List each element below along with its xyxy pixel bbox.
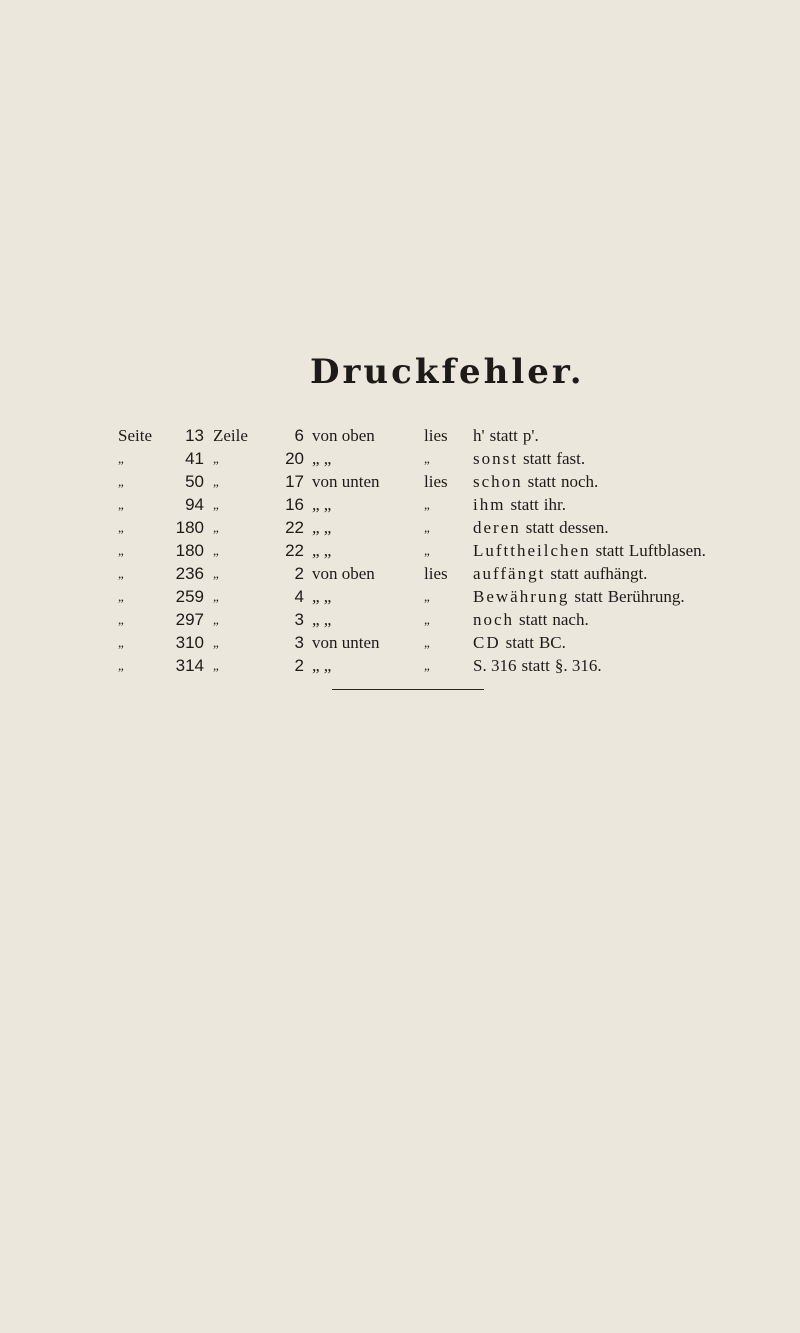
zeile-label: Zeile	[213, 426, 248, 445]
wrong-reading: nach.	[552, 610, 589, 629]
wrong-reading: fast.	[556, 449, 586, 468]
lies-label: lies	[424, 564, 448, 583]
statt-word: statt	[525, 518, 555, 537]
page-number: 50	[185, 472, 204, 491]
wrong-reading: noch.	[561, 472, 599, 491]
errata-row	[118, 585, 798, 608]
line-number: 22	[285, 541, 304, 560]
statt-word: statt	[521, 656, 550, 675]
lies-label: „	[424, 612, 431, 627]
zeile-label: „	[213, 566, 220, 581]
wrong-reading: aufhängt.	[583, 564, 648, 583]
errata-row	[118, 654, 798, 677]
line-reference: „ „	[312, 610, 332, 629]
correction	[473, 562, 647, 585]
lies-label: „	[424, 520, 431, 535]
errata-row	[118, 539, 798, 562]
zeile-label: „	[213, 635, 220, 650]
correct-reading: sonst	[473, 449, 518, 468]
lies-label: „	[424, 589, 431, 604]
line-number: 16	[285, 495, 304, 514]
seite-label: „	[118, 566, 125, 581]
correction	[473, 424, 539, 447]
correct-reading: Lufttheilchen	[473, 541, 591, 560]
zeile-label: „	[213, 543, 220, 558]
errata-row	[118, 424, 798, 447]
statt-word: statt	[489, 426, 518, 445]
statt-word: statt	[522, 449, 552, 468]
correct-reading: h'	[473, 426, 485, 445]
line-reference: von oben	[312, 426, 375, 445]
errata-row	[118, 470, 798, 493]
wrong-reading: ihr.	[543, 495, 566, 514]
wrong-reading: dessen.	[559, 518, 609, 537]
statt-word: statt	[595, 541, 624, 560]
errata-row	[118, 447, 798, 470]
seite-label: „	[118, 497, 125, 512]
zeile-label: „	[213, 520, 220, 535]
line-reference: „ „	[312, 495, 332, 514]
lies-label: „	[424, 543, 431, 558]
statt-word: statt	[550, 564, 579, 583]
page-number: 180	[175, 518, 204, 537]
wrong-reading: BC.	[538, 633, 566, 652]
correction	[473, 493, 566, 516]
line-number: 3	[294, 633, 304, 652]
page-number: 180	[175, 541, 204, 560]
wrong-reading: p'.	[522, 426, 539, 445]
correction	[473, 447, 585, 470]
zeile-label: „	[213, 589, 220, 604]
lies-label: „	[424, 497, 431, 512]
correction	[473, 631, 566, 654]
correction	[473, 608, 589, 631]
line-reference: „ „	[312, 449, 332, 468]
statt-word: statt	[519, 610, 548, 629]
lies-label: „	[424, 635, 431, 650]
statt-word: statt	[527, 472, 557, 491]
line-number: 2	[294, 656, 304, 675]
correction	[473, 539, 706, 562]
statt-word: statt	[505, 633, 534, 652]
zeile-label: „	[213, 612, 220, 627]
line-number: 17	[285, 472, 304, 491]
zeile-label: „	[213, 474, 220, 489]
errata-row	[118, 516, 798, 539]
correct-reading: noch	[473, 610, 515, 629]
line-reference: von unten	[312, 633, 380, 652]
lies-label: lies	[424, 472, 448, 491]
seite-label: „	[118, 451, 125, 466]
errata-row	[118, 493, 798, 516]
page-number: 94	[185, 495, 204, 514]
statt-word: statt	[510, 495, 539, 514]
errata-row	[118, 608, 798, 631]
page-number: 310	[175, 633, 204, 652]
closing-rule	[332, 689, 484, 690]
zeile-label: „	[213, 451, 220, 466]
seite-label: „	[118, 658, 125, 673]
page-number: 41	[185, 449, 204, 468]
errata-row	[118, 562, 798, 585]
correction	[473, 654, 602, 677]
seite-label: „	[118, 635, 125, 650]
correct-reading: auffängt	[473, 564, 546, 583]
line-number: 20	[285, 449, 304, 468]
line-reference: von unten	[312, 472, 380, 491]
wrong-reading: Berührung.	[607, 587, 685, 606]
zeile-label: „	[213, 658, 220, 673]
line-reference: von oben	[312, 564, 375, 583]
lies-label: „	[424, 451, 431, 466]
line-reference: „ „	[312, 587, 332, 606]
line-reference: „ „	[312, 541, 332, 560]
line-number: 22	[285, 518, 304, 537]
line-number: 3	[294, 610, 304, 629]
line-number: 6	[294, 426, 304, 445]
errata-row	[118, 631, 798, 654]
page-number: 13	[185, 426, 204, 445]
page-number: 314	[175, 656, 204, 675]
correct-reading: schon	[473, 472, 523, 491]
seite-label: Seite	[118, 426, 152, 445]
line-reference: „ „	[312, 656, 332, 675]
correct-reading: CD	[473, 633, 501, 652]
seite-label: „	[118, 474, 125, 489]
statt-word: statt	[574, 587, 603, 606]
correct-reading: ihm	[473, 495, 506, 514]
correction	[473, 516, 609, 539]
seite-label: „	[118, 543, 125, 558]
seite-label: „	[118, 589, 125, 604]
line-number: 2	[294, 564, 304, 583]
page-title: Druckfehler.	[310, 352, 585, 392]
wrong-reading: Luftblasen.	[628, 541, 706, 560]
seite-label: „	[118, 612, 125, 627]
correct-reading: deren	[473, 518, 521, 537]
correct-reading: S. 316	[473, 656, 517, 675]
line-number: 4	[294, 587, 304, 606]
correct-reading: Bewährung	[473, 587, 570, 606]
page-number: 297	[175, 610, 204, 629]
zeile-label: „	[213, 497, 220, 512]
errata-list	[118, 424, 798, 677]
page-number: 259	[175, 587, 204, 606]
correction	[473, 585, 685, 608]
seite-label: „	[118, 520, 125, 535]
page-number: 236	[175, 564, 204, 583]
correction	[473, 470, 598, 493]
lies-label: „	[424, 658, 431, 673]
lies-label: lies	[424, 426, 448, 445]
wrong-reading: §. 316.	[554, 656, 602, 675]
line-reference: „ „	[312, 518, 332, 537]
